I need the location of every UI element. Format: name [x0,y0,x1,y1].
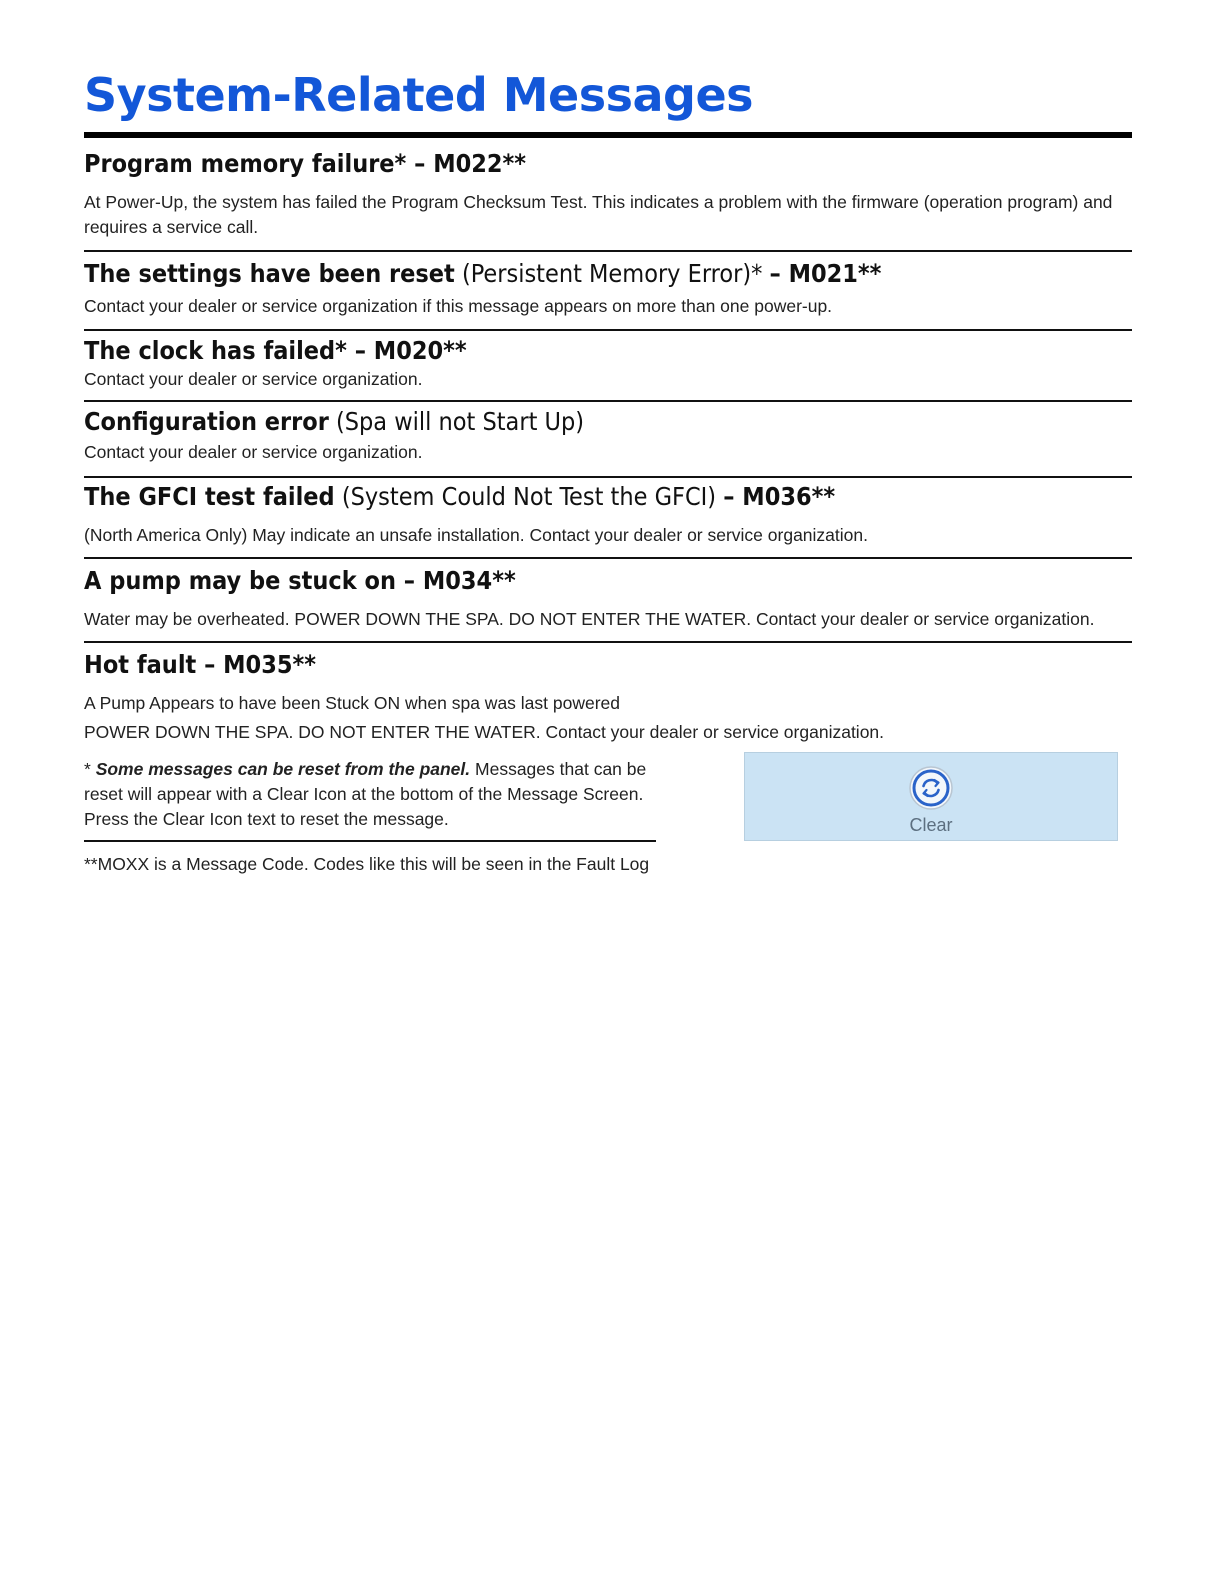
section-divider [84,250,1132,252]
clear-refresh-icon [908,765,954,811]
message-heading: The clock has failed* – M020** [84,336,467,365]
footnote-divider [84,840,656,842]
section-divider [84,641,1132,643]
message-body: Water may be overheated. POWER DOWN THE SPA. DO NOT ENTER THE WATER. Contact your dealer or service organization. [84,609,1095,629]
clear-label: Clear [909,815,953,835]
reset-footnote: * Some messages can be reset from the panel. Messages that can be reset will appear with a Clear Icon at the bottom of the Message Screen. Press the Clear Icon text to reset the message. [84,759,647,829]
section-divider [84,557,1132,559]
message-gfci-test-failed [84,481,1132,548]
message-program-memory-failure [84,148,1132,240]
message-heading: A pump may be stuck on – M034** [84,566,516,595]
message-body-line: POWER DOWN THE SPA. DO NOT ENTER THE WATER. Contact your dealer or service organization. [84,722,885,742]
message-hot-fault [84,649,1132,745]
message-clock-failed [84,335,1132,392]
message-body-line: A Pump Appears to have been Stuck ON when spa was last powered [84,693,621,713]
message-body: At Power-Up, the system has failed the Program Checksum Test. This indicates a problem with the firmware (operation program) and requires a service call. [84,192,1113,237]
message-heading: Configuration error (Spa will not Start Up) [84,407,585,436]
section-divider [84,329,1132,331]
section-divider [84,400,1132,402]
page-title: System-Related Messages [84,68,754,122]
message-body: Contact your dealer or service organization. [84,369,423,389]
message-heading: Hot fault – M035** [84,650,317,679]
clear-button-illustration [744,752,1118,841]
message-heading: The GFCI test failed (System Could Not Test the GFCI) – M036** [84,482,836,511]
message-code-note: **MOXX is a Message Code. Codes like this will be seen in the Fault Log [84,854,650,874]
message-pump-stuck-on [84,565,1132,632]
message-body: (North America Only) May indicate an unsafe installation. Contact your dealer or service organization. [84,525,868,545]
footnote-emphasis: Some messages can be reset from the panel. [95,759,471,779]
message-body: Contact your dealer or service organization if this message appears on more than one power-up. [84,296,833,316]
message-heading: Program memory failure* – M022** [84,149,527,178]
section-divider [84,476,1132,478]
message-body: Contact your dealer or service organization. [84,442,423,462]
title-divider [84,132,1132,138]
message-settings-reset [84,258,1132,319]
message-configuration-error [84,406,1132,465]
message-heading: The settings have been reset (Persistent Memory Error)* – M021** [84,259,882,288]
